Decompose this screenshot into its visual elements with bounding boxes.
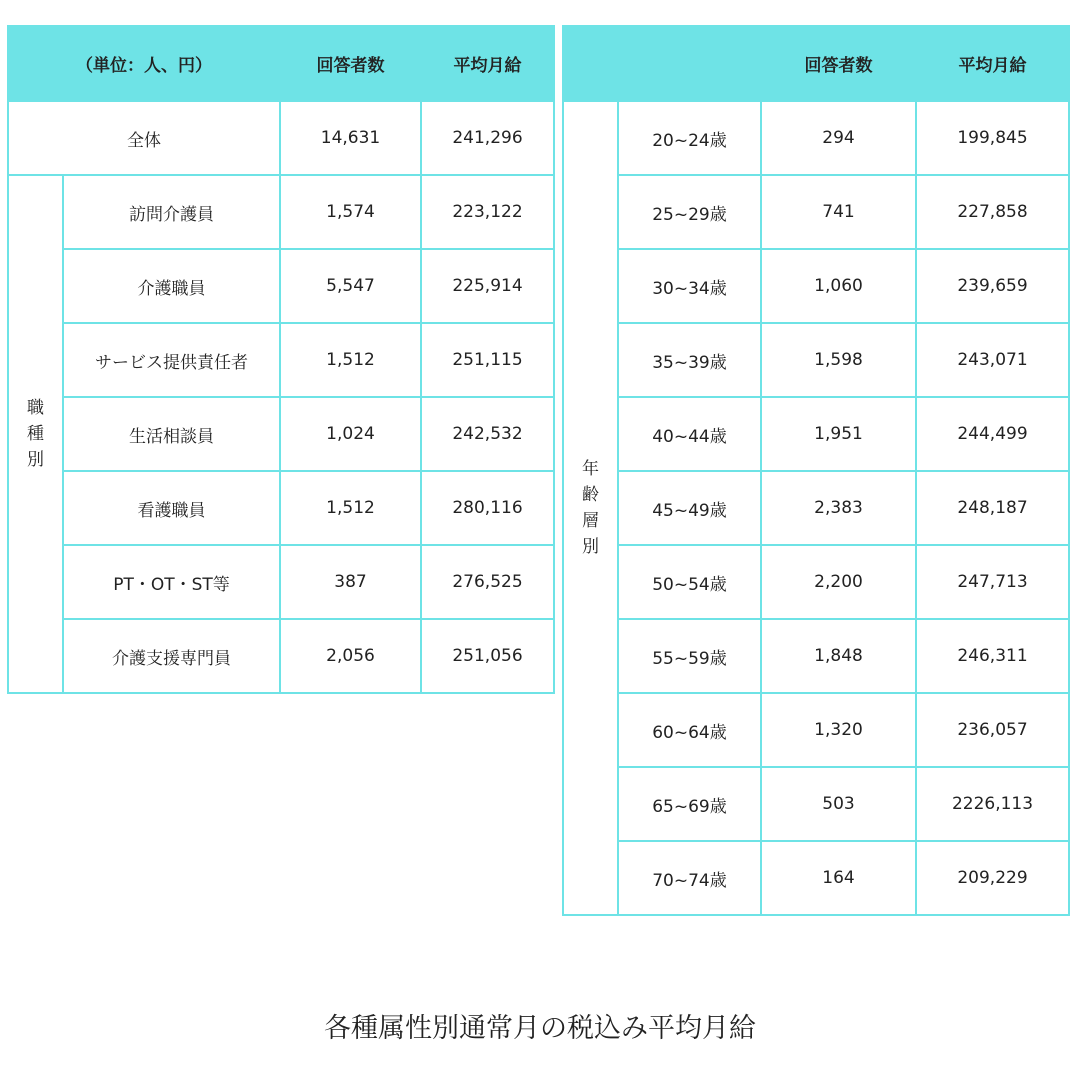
row-respondents: 294: [761, 101, 916, 175]
row-respondents: 2,383: [761, 471, 916, 545]
row-label: 生活相談員: [63, 397, 280, 471]
row-label: 40~44歳: [618, 397, 761, 471]
row-label: 訪問介護員: [63, 175, 280, 249]
row-avg-salary: 251,115: [421, 323, 554, 397]
row-label: 45~49歳: [618, 471, 761, 545]
table-row: [563, 471, 1069, 545]
row-label: PT・OT・ST等: [63, 545, 280, 619]
row-respondents: 1,512: [280, 323, 421, 397]
row-respondents: 387: [280, 545, 421, 619]
row-respondents: 1,951: [761, 397, 916, 471]
row-avg-salary: 225,914: [421, 249, 554, 323]
table-row: [8, 249, 554, 323]
row-label: 20~24歳: [618, 101, 761, 175]
row-respondents: 1,574: [280, 175, 421, 249]
table-header-row: [8, 26, 554, 101]
row-label: 55~59歳: [618, 619, 761, 693]
row-label: 30~34歳: [618, 249, 761, 323]
total-respondents: 14,631: [280, 101, 421, 175]
table-row: [563, 693, 1069, 767]
age-salary-table: [562, 25, 1070, 916]
row-avg-salary: 209,229: [916, 841, 1069, 915]
row-avg-salary: 223,122: [421, 175, 554, 249]
row-avg-salary: 251,056: [421, 619, 554, 693]
row-avg-salary: 247,713: [916, 545, 1069, 619]
table-row: [8, 175, 554, 249]
row-label: 60~64歳: [618, 693, 761, 767]
row-avg-salary: 244,499: [916, 397, 1069, 471]
row-avg-salary: 248,187: [916, 471, 1069, 545]
row-respondents: 5,547: [280, 249, 421, 323]
row-avg-salary: 276,525: [421, 545, 554, 619]
table-row: [563, 767, 1069, 841]
row-label: 介護支援専門員: [63, 619, 280, 693]
row-respondents: 164: [761, 841, 916, 915]
table-row: [563, 619, 1069, 693]
age-group-label: 年 齢 層 別: [563, 101, 618, 915]
row-avg-salary: 243,071: [916, 323, 1069, 397]
row-respondents: 1,848: [761, 619, 916, 693]
unit-header: （単位：人、円）: [8, 26, 280, 101]
table-row: [8, 545, 554, 619]
row-avg-salary: 2226,113: [916, 767, 1069, 841]
row-avg-salary: 246,311: [916, 619, 1069, 693]
row-respondents: 741: [761, 175, 916, 249]
table-row: [563, 101, 1069, 175]
row-respondents: 2,056: [280, 619, 421, 693]
row-respondents: 2,200: [761, 545, 916, 619]
occupation-group-label: 職 種 別: [8, 175, 63, 693]
row-label: 50~54歳: [618, 545, 761, 619]
row-respondents: 1,512: [280, 471, 421, 545]
blank-header: [563, 26, 761, 101]
table-row: [563, 249, 1069, 323]
row-respondents: 1,024: [280, 397, 421, 471]
row-label: 70~74歳: [618, 841, 761, 915]
row-label: 25~29歳: [618, 175, 761, 249]
row-label: 介護職員: [63, 249, 280, 323]
row-label: サービス提供責任者: [63, 323, 280, 397]
row-label: 看護職員: [63, 471, 280, 545]
row-avg-salary: 280,116: [421, 471, 554, 545]
figure-caption: 各種属性別通常月の税込み平均月給: [324, 1013, 756, 1044]
row-label: 35~39歳: [618, 323, 761, 397]
table-row: [563, 175, 1069, 249]
occupation-salary-table: [7, 25, 555, 694]
respondents-header: 回答者数: [761, 26, 916, 101]
total-avg-salary: 241,296: [421, 101, 554, 175]
respondents-header: 回答者数: [280, 26, 421, 101]
table-row: [563, 397, 1069, 471]
row-avg-salary: 239,659: [916, 249, 1069, 323]
total-row: [8, 101, 554, 175]
row-respondents: 1,320: [761, 693, 916, 767]
row-avg-salary: 227,858: [916, 175, 1069, 249]
table-row: [8, 619, 554, 693]
avg-salary-header: 平均月給: [916, 26, 1069, 101]
avg-salary-header: 平均月給: [421, 26, 554, 101]
table-row: [8, 397, 554, 471]
row-avg-salary: 242,532: [421, 397, 554, 471]
row-label: 65~69歳: [618, 767, 761, 841]
row-avg-salary: 236,057: [916, 693, 1069, 767]
table-row: [563, 841, 1069, 915]
table-row: [8, 471, 554, 545]
table-row: [563, 545, 1069, 619]
total-label: 全体: [8, 101, 280, 175]
table-header-row: [563, 26, 1069, 101]
row-avg-salary: 199,845: [916, 101, 1069, 175]
row-respondents: 1,060: [761, 249, 916, 323]
table-row: [8, 323, 554, 397]
row-respondents: 1,598: [761, 323, 916, 397]
row-respondents: 503: [761, 767, 916, 841]
table-row: [563, 323, 1069, 397]
